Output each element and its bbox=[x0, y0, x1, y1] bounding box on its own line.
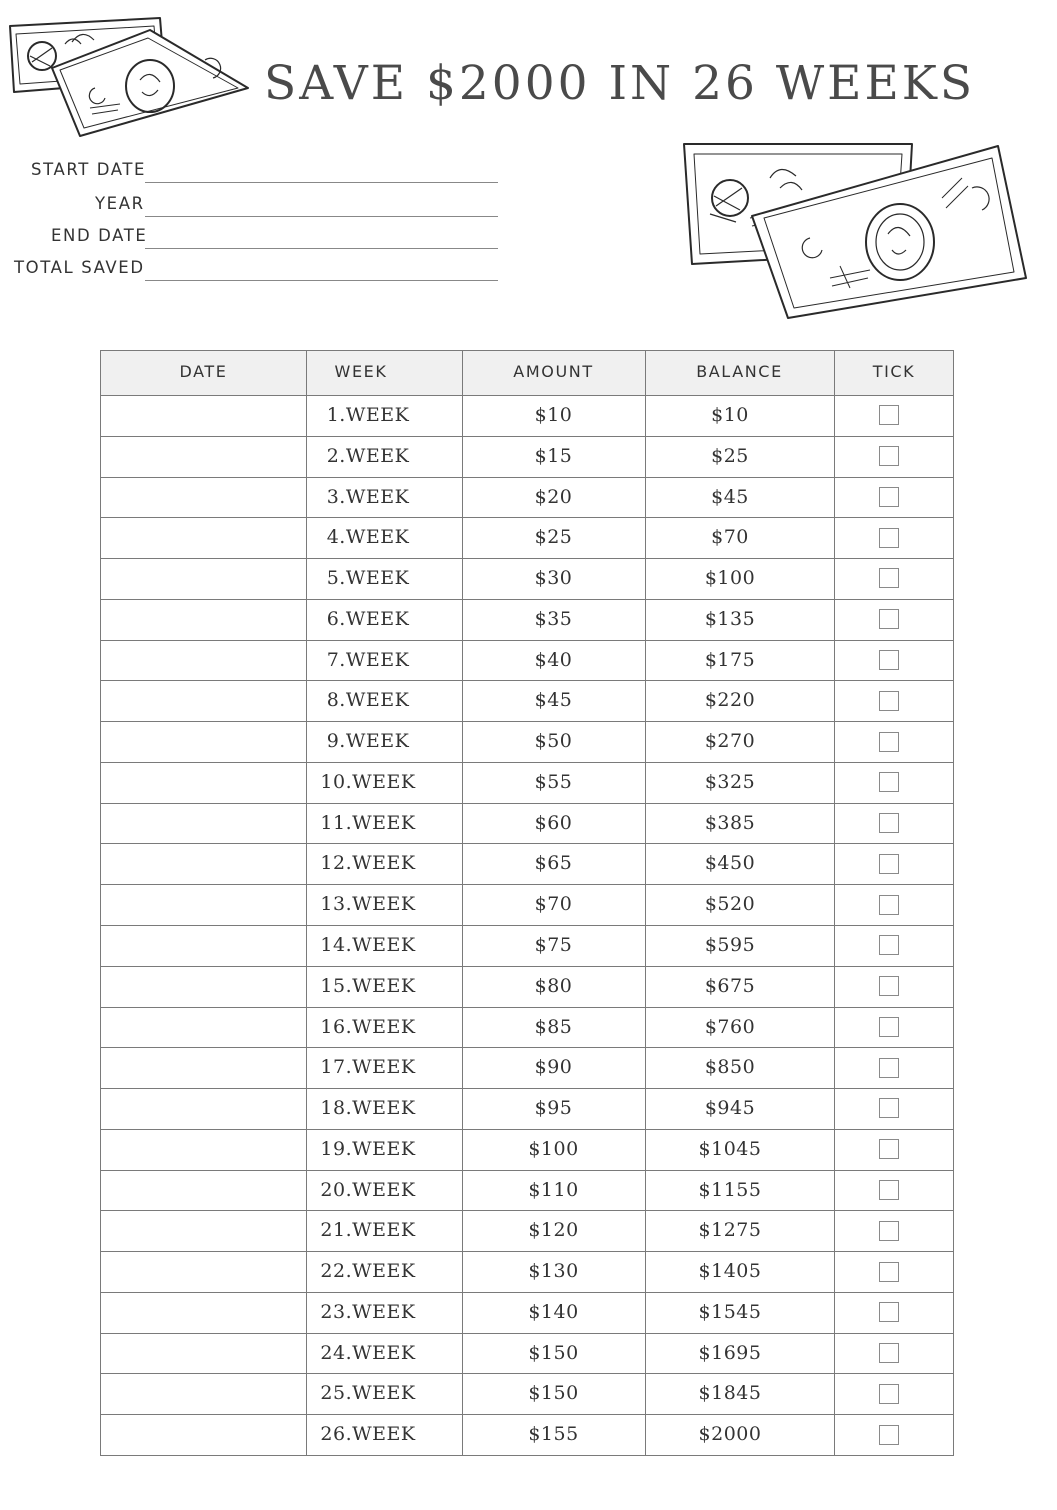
table-row bbox=[101, 803, 953, 844]
week-cell: 19.WEEK bbox=[320, 1137, 416, 1160]
tick-checkbox[interactable] bbox=[879, 528, 899, 548]
amount-cell: $30 bbox=[534, 567, 573, 590]
table-row bbox=[101, 1333, 953, 1374]
week-cell: 5.WEEK bbox=[326, 567, 410, 590]
balance-cell: $25 bbox=[711, 444, 749, 467]
tick-checkbox[interactable] bbox=[879, 895, 899, 915]
balance-cell: $10 bbox=[711, 404, 749, 426]
header-amount: AMOUNT bbox=[513, 362, 594, 381]
balance-cell: $850 bbox=[704, 1056, 756, 1079]
date-cell[interactable] bbox=[101, 721, 306, 762]
date-cell[interactable] bbox=[101, 1292, 306, 1333]
end-date-line bbox=[145, 248, 498, 249]
date-cell[interactable] bbox=[101, 1088, 306, 1129]
table-row bbox=[101, 517, 953, 558]
amount-cell: $20 bbox=[534, 485, 573, 508]
balance-cell: $45 bbox=[711, 485, 749, 508]
week-cell: 14.WEEK bbox=[320, 934, 416, 956]
amount-cell: $140 bbox=[528, 1300, 579, 1323]
table-row bbox=[101, 1170, 953, 1211]
tick-checkbox[interactable] bbox=[879, 854, 899, 874]
tick-checkbox[interactable] bbox=[879, 1343, 899, 1363]
tick-checkbox[interactable] bbox=[879, 935, 899, 955]
amount-cell: $15 bbox=[534, 444, 573, 467]
tick-checkbox[interactable] bbox=[879, 976, 899, 996]
balance-cell: $1695 bbox=[698, 1341, 762, 1364]
table-row bbox=[101, 1414, 953, 1455]
total-saved-field[interactable] bbox=[0, 258, 510, 282]
amount-cell: $35 bbox=[534, 607, 573, 630]
tick-checkbox[interactable] bbox=[879, 487, 899, 507]
money-bills-icon bbox=[680, 138, 1030, 323]
header-week: WEEK bbox=[334, 362, 388, 381]
date-cell[interactable] bbox=[101, 517, 306, 558]
date-cell[interactable] bbox=[101, 1251, 306, 1292]
date-cell[interactable] bbox=[101, 1129, 306, 1170]
money-bills-icon bbox=[0, 8, 260, 138]
balance-cell: $385 bbox=[704, 811, 756, 834]
balance-cell: $220 bbox=[704, 689, 756, 712]
week-cell: 9.WEEK bbox=[326, 730, 410, 753]
week-cell: 18.WEEK bbox=[320, 1097, 416, 1120]
table-row bbox=[101, 599, 953, 640]
header-balance: BALANCE bbox=[696, 362, 783, 381]
week-cell: 2.WEEK bbox=[326, 444, 410, 467]
date-cell[interactable] bbox=[101, 1373, 306, 1414]
week-cell: 26.WEEK bbox=[320, 1423, 416, 1446]
tick-checkbox[interactable] bbox=[879, 1302, 899, 1322]
balance-cell: $675 bbox=[704, 974, 756, 997]
amount-cell: $100 bbox=[528, 1137, 579, 1160]
table-row bbox=[101, 1373, 953, 1414]
date-cell[interactable] bbox=[101, 762, 306, 803]
table-row bbox=[101, 843, 953, 884]
balance-cell: $270 bbox=[704, 730, 756, 753]
date-cell[interactable] bbox=[101, 1414, 306, 1455]
amount-cell: $10 bbox=[534, 404, 573, 426]
week-cell: 7.WEEK bbox=[326, 648, 410, 671]
amount-cell: $60 bbox=[534, 811, 573, 834]
week-cell: 10.WEEK bbox=[320, 770, 416, 793]
year-line bbox=[145, 216, 498, 217]
table-row bbox=[101, 1047, 953, 1088]
date-cell[interactable] bbox=[101, 395, 306, 436]
page-title: SAVE $2000 IN 26 WEEKS bbox=[264, 56, 976, 111]
balance-cell: $175 bbox=[704, 648, 756, 671]
amount-cell: $55 bbox=[534, 770, 573, 793]
week-cell: 17.WEEK bbox=[320, 1056, 416, 1079]
balance-cell: $325 bbox=[704, 770, 756, 793]
table-row bbox=[101, 966, 953, 1007]
week-cell: 13.WEEK bbox=[320, 893, 416, 916]
amount-cell: $85 bbox=[534, 1015, 573, 1038]
balance-cell: $760 bbox=[704, 1015, 756, 1038]
tick-checkbox[interactable] bbox=[879, 732, 899, 752]
date-cell[interactable] bbox=[101, 477, 306, 518]
start-date-field[interactable] bbox=[0, 160, 510, 184]
table-row bbox=[101, 640, 953, 681]
start-date-line bbox=[145, 182, 498, 183]
table-row bbox=[101, 721, 953, 762]
header-tick: TICK bbox=[872, 362, 916, 381]
table-row bbox=[101, 395, 953, 436]
tick-checkbox[interactable] bbox=[879, 1139, 899, 1159]
week-cell: 4.WEEK bbox=[326, 526, 410, 549]
date-cell[interactable] bbox=[101, 966, 306, 1007]
table-row bbox=[101, 1292, 953, 1333]
table-row bbox=[101, 436, 953, 477]
date-cell[interactable] bbox=[101, 803, 306, 844]
date-cell[interactable] bbox=[101, 1007, 306, 1048]
amount-cell: $90 bbox=[534, 1056, 573, 1079]
balance-cell: $1155 bbox=[698, 1178, 762, 1201]
balance-cell: $1845 bbox=[698, 1382, 762, 1405]
week-cell: 16.WEEK bbox=[320, 1015, 416, 1038]
amount-cell: $40 bbox=[534, 648, 573, 671]
balance-cell: $1275 bbox=[698, 1219, 762, 1242]
table-row bbox=[101, 1129, 953, 1170]
tick-checkbox[interactable] bbox=[879, 772, 899, 792]
amount-cell: $130 bbox=[528, 1260, 579, 1283]
balance-cell: $595 bbox=[704, 934, 756, 956]
amount-cell: $150 bbox=[528, 1341, 579, 1364]
balance-cell: $450 bbox=[704, 852, 756, 875]
balance-cell: $2000 bbox=[698, 1423, 762, 1446]
amount-cell: $120 bbox=[528, 1219, 579, 1242]
amount-cell: $25 bbox=[534, 526, 573, 549]
total-saved-line bbox=[145, 280, 498, 281]
savings-table bbox=[100, 350, 954, 1456]
tick-checkbox[interactable] bbox=[879, 1384, 899, 1404]
table-row bbox=[101, 1088, 953, 1129]
amount-cell: $65 bbox=[534, 852, 573, 875]
amount-cell: $155 bbox=[528, 1423, 579, 1446]
end-date-field[interactable] bbox=[0, 226, 510, 250]
date-cell[interactable] bbox=[101, 1047, 306, 1088]
year-label: YEAR bbox=[95, 194, 145, 213]
tick-checkbox[interactable] bbox=[879, 1058, 899, 1078]
end-date-label: END DATE bbox=[51, 226, 148, 245]
date-cell[interactable] bbox=[101, 640, 306, 681]
table-row bbox=[101, 1251, 953, 1292]
balance-cell: $70 bbox=[711, 526, 749, 549]
amount-cell: $70 bbox=[534, 893, 573, 916]
amount-cell: $75 bbox=[534, 934, 573, 956]
week-cell: 6.WEEK bbox=[326, 607, 410, 630]
tick-checkbox[interactable] bbox=[879, 1425, 899, 1445]
amount-cell: $110 bbox=[528, 1178, 579, 1201]
week-cell: 12.WEEK bbox=[320, 852, 416, 875]
table-row bbox=[101, 1210, 953, 1251]
amount-cell: $80 bbox=[534, 974, 573, 997]
date-cell[interactable] bbox=[101, 884, 306, 925]
week-cell: 24.WEEK bbox=[320, 1341, 416, 1364]
amount-cell: $95 bbox=[534, 1097, 573, 1120]
date-cell[interactable] bbox=[101, 1333, 306, 1374]
balance-cell: $100 bbox=[704, 567, 756, 590]
date-cell[interactable] bbox=[101, 925, 306, 966]
date-cell[interactable] bbox=[101, 680, 306, 721]
date-cell[interactable] bbox=[101, 1170, 306, 1211]
tick-checkbox[interactable] bbox=[879, 813, 899, 833]
week-cell: 1.WEEK bbox=[326, 404, 410, 426]
week-cell: 11.WEEK bbox=[320, 811, 416, 834]
tick-checkbox[interactable] bbox=[879, 568, 899, 588]
balance-cell: $1045 bbox=[698, 1137, 762, 1160]
tick-checkbox[interactable] bbox=[879, 609, 899, 629]
week-cell: 20.WEEK bbox=[320, 1178, 416, 1201]
week-cell: 15.WEEK bbox=[320, 974, 416, 997]
balance-cell: $135 bbox=[704, 607, 756, 630]
date-cell[interactable] bbox=[101, 599, 306, 640]
table-row bbox=[101, 558, 953, 599]
tick-checkbox[interactable] bbox=[879, 1262, 899, 1282]
balance-cell: $520 bbox=[704, 893, 756, 916]
week-cell: 25.WEEK bbox=[320, 1382, 416, 1405]
table-row bbox=[101, 925, 953, 966]
week-cell: 22.WEEK bbox=[320, 1260, 416, 1283]
year-field[interactable] bbox=[0, 194, 510, 218]
table-row bbox=[101, 762, 953, 803]
balance-cell: $1405 bbox=[698, 1260, 762, 1283]
date-cell[interactable] bbox=[101, 436, 306, 477]
date-cell[interactable] bbox=[101, 558, 306, 599]
week-cell: 3.WEEK bbox=[326, 485, 410, 508]
week-cell: 23.WEEK bbox=[320, 1300, 416, 1323]
tick-checkbox[interactable] bbox=[879, 1098, 899, 1118]
table-row bbox=[101, 1007, 953, 1048]
tick-checkbox[interactable] bbox=[879, 1221, 899, 1241]
amount-cell: $150 bbox=[528, 1382, 579, 1405]
amount-cell: $50 bbox=[534, 730, 573, 753]
week-cell: 8.WEEK bbox=[326, 689, 410, 712]
amount-cell: $45 bbox=[534, 689, 573, 712]
balance-cell: $945 bbox=[704, 1097, 756, 1120]
tick-checkbox[interactable] bbox=[879, 1180, 899, 1200]
tick-checkbox[interactable] bbox=[879, 691, 899, 711]
table-row bbox=[101, 680, 953, 721]
table-row bbox=[101, 477, 953, 518]
date-cell[interactable] bbox=[101, 1210, 306, 1251]
tick-checkbox[interactable] bbox=[879, 650, 899, 670]
tick-checkbox[interactable] bbox=[879, 446, 899, 466]
tick-checkbox[interactable] bbox=[879, 405, 899, 425]
date-cell[interactable] bbox=[101, 843, 306, 884]
week-cell: 21.WEEK bbox=[320, 1219, 416, 1242]
total-saved-label: TOTAL SAVED bbox=[14, 258, 145, 277]
tick-checkbox[interactable] bbox=[879, 1017, 899, 1037]
table-row bbox=[101, 884, 953, 925]
header-date: DATE bbox=[179, 362, 228, 381]
start-date-label: START DATE bbox=[31, 160, 147, 179]
balance-cell: $1545 bbox=[698, 1300, 762, 1323]
